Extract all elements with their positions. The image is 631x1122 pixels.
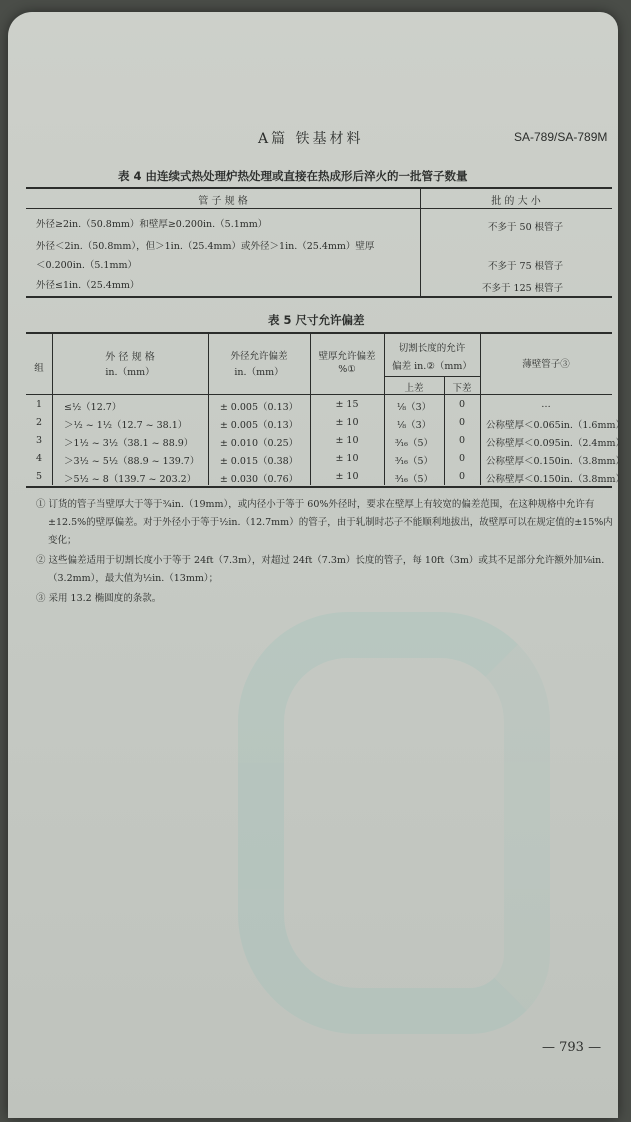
table5-cell-wall: ± 10 (335, 453, 359, 464)
document-page (8, 12, 625, 1118)
table4-header-rule (26, 208, 612, 209)
table5-cell-thin: 公称壁厚＜0.150in.（3.8mm） (486, 474, 625, 485)
table5-header-wall-tol: 壁厚允许偏差 (318, 351, 376, 362)
table4-caption: 表 4 由连续式热处理炉热处理或直接在热成形后淬火的一批管子数量 (118, 169, 468, 183)
table5-cell-spec: ＞1½ ~ 3½（38.1 ~ 88.9） (64, 438, 194, 449)
table5-cell-thin: 公称壁厚＜0.095in.（2.4mm） (486, 438, 625, 449)
table5-cell-wall: ± 10 (335, 417, 359, 428)
table5-header-group: 组 (34, 363, 44, 374)
table5-note: ① 订货的管子当壁厚大于等于¾in.（19mm），或内径小于等于 60%外径时，要求在壁厚上有较宽的偏差范围，在这种规格中允许有 (36, 499, 595, 510)
table5-cell-group: 3 (35, 435, 43, 446)
table5-header-upper: 上差 (404, 383, 424, 394)
table5-cell-spec: ＞3½ ~ 5½（88.9 ~ 139.7） (64, 456, 200, 467)
table5-cell-upper: ⅛（3） (396, 402, 432, 413)
table5-cell-od-tol: ± 0.005（0.13） (219, 420, 299, 431)
table4-header-spec: 管 子 规 格 (198, 196, 248, 207)
table5-header-od-spec-unit: in.（mm） (105, 367, 155, 378)
table5-cell-thin: … (541, 399, 551, 410)
table5-header-cut-length-unit: 偏差 in.②（mm） (392, 361, 472, 372)
table5-note: ③ 采用 13.2 椭圆度的条款。 (36, 593, 162, 604)
table5-header-cut-length: 切割长度的允许 (398, 343, 466, 354)
table5-subheader-rule (384, 376, 480, 377)
table5-caption: 表 5 尺寸允许偏差 (268, 313, 365, 327)
table5-cell-wall: ± 15 (335, 399, 359, 410)
table4-row2-spec-cont: ＜0.200in.（5.1mm） (36, 260, 137, 271)
table5-note: （3.2mm），最大值为½in.（13mm）； (48, 573, 219, 584)
table5-cell-lower: 0 (458, 471, 466, 482)
table5-cell-spec: ＞5½ ~ 8（139.7 ~ 203.2） (64, 474, 197, 485)
section-header: A篇 铁基材料 (258, 131, 364, 147)
table5-cell-group: 1 (35, 399, 43, 410)
table5-header-od-tol-unit: in.（mm） (234, 367, 284, 378)
table4-row1-size: 不多于 50 根管子 (488, 222, 564, 233)
table5-cell-upper: ³⁄₁₆（5） (394, 456, 434, 467)
table5-cell-upper: ³⁄₁₆（5） (394, 438, 434, 449)
table5-header-od-spec: 外 径 规 格 (105, 352, 155, 363)
table4-bottom-rule (26, 296, 612, 298)
standard-header: SA-789/SA-789M (514, 130, 608, 144)
table4-row2-size: 不多于 75 根管子 (488, 261, 564, 272)
table4-row1-spec: 外径≥2in.（50.8mm）和壁厚≥0.200in.（5.1mm） (36, 219, 268, 230)
table5-cell-wall: ± 10 (335, 471, 359, 482)
table5-header-lower: 下差 (452, 383, 472, 394)
table5-cell-od-tol: ± 0.010（0.25） (219, 438, 299, 449)
table5-cell-wall: ± 10 (335, 435, 359, 446)
table5-note: 变化； (48, 535, 77, 546)
table5-top-rule (26, 332, 612, 334)
table5-cell-group: 5 (35, 471, 43, 482)
table4-row2-spec: 外径＜2in.（50.8mm），但＞1in.（25.4mm）或外径＞1in.（25.4mm）壁厚 (36, 241, 375, 252)
table4-row3-size: 不多于 125 根管子 (482, 283, 564, 294)
table5-cell-lower: 0 (458, 417, 466, 428)
table5-header-bottom-rule (26, 394, 612, 395)
table4-row3-spec: 外径≤1in.（25.4mm） (36, 280, 140, 291)
table4-header-size: 批 的 大 小 (491, 196, 541, 207)
table5-header-od-tol: 外径允许偏差 (230, 351, 288, 362)
table5-cell-od-tol: ± 0.015（0.38） (219, 456, 299, 467)
table5-cell-lower: 0 (458, 453, 466, 464)
table5-cell-thin: 公称壁厚＜0.150in.（3.8mm） (486, 456, 625, 467)
table5-note: ② 这些偏差适用于切割长度小于等于 24ft（7.3m），对超过 24ft（7.3m）长度的管子，每 10ft（3m）或其不足部分允许额外加⅛in. (36, 555, 605, 566)
background-watermark (238, 612, 550, 1034)
table5-note: ±12.5%的壁厚偏差。对于外径小于等于½in.（12.7mm）的管子，由于轧制时芯子不能顺利地拔出，故壁厚可以在规定值的±15%内 (48, 517, 613, 528)
table5-cell-group: 4 (35, 453, 43, 464)
table5-cell-spec: ＞½ ~ 1½（12.7 ~ 38.1） (64, 420, 188, 431)
table4-top-rule (26, 187, 612, 189)
page-number: — 793 — (542, 1040, 602, 1055)
table5-cell-upper: ⅛（3） (396, 420, 432, 431)
table5-header-thin-wall: 薄壁管子③ (522, 359, 570, 370)
table5-cell-spec: ≤½（12.7） (64, 402, 122, 413)
table5-bottom-rule (26, 486, 612, 488)
table5-cell-thin: 公称壁厚＜0.065in.（1.6mm） (486, 420, 625, 431)
table5-cell-lower: 0 (458, 399, 466, 410)
table5-cell-od-tol: ± 0.030（0.76） (219, 474, 299, 485)
table5-cell-upper: ³⁄₁₆（5） (394, 474, 434, 485)
table5-cell-group: 2 (35, 417, 43, 428)
table5-cell-od-tol: ± 0.005（0.13） (219, 402, 299, 413)
table5-header-wall-tol-unit: %① (338, 364, 356, 375)
table5-cell-lower: 0 (458, 435, 466, 446)
